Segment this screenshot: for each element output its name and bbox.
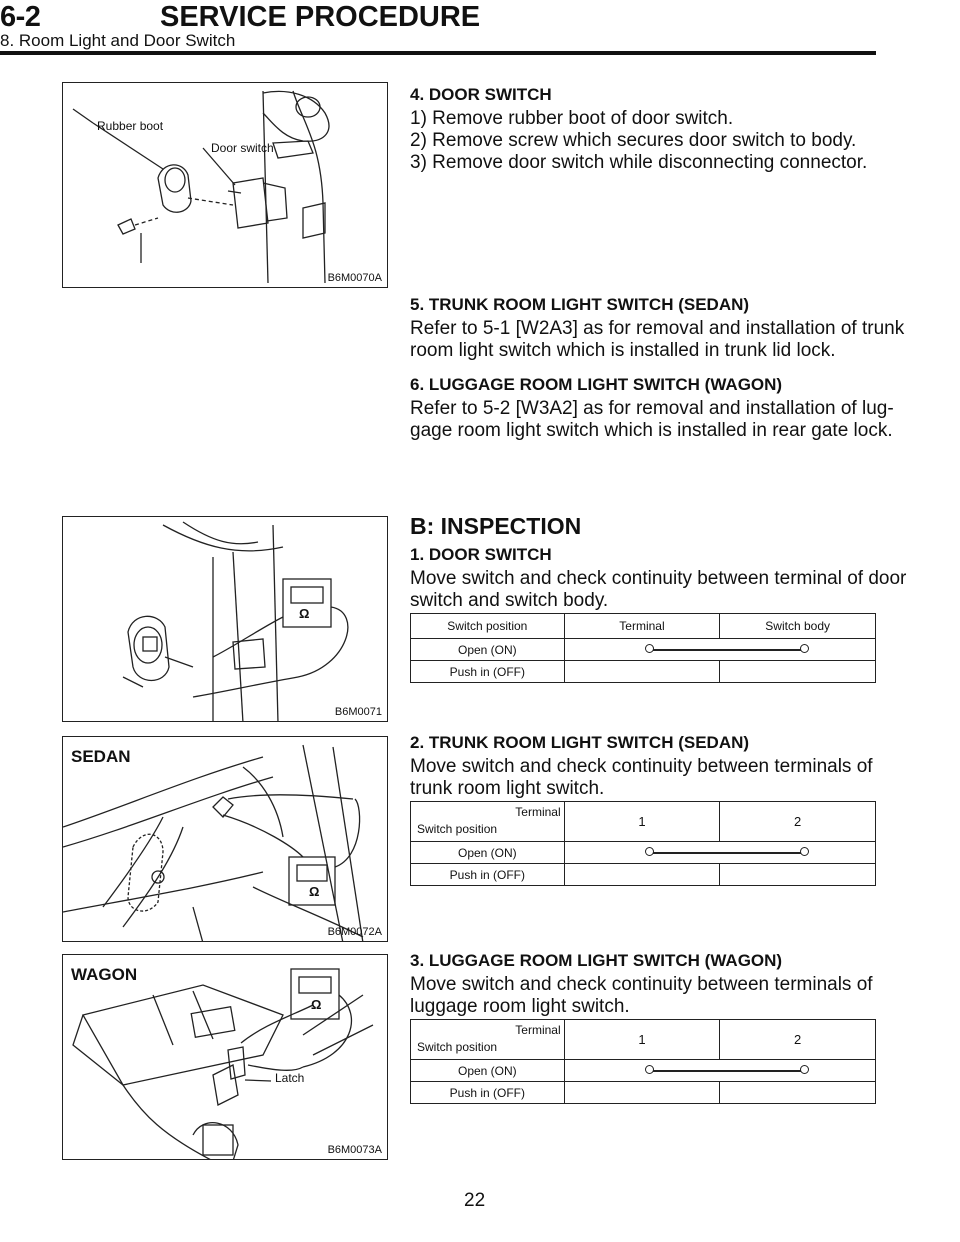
- door-switch-heading: 4. DOOR SWITCH: [410, 85, 552, 104]
- table-header-cell: Switch position: [411, 614, 565, 639]
- table-row: [411, 639, 876, 661]
- trunk-inspection-line: Move switch and check continuity between terminals of: [410, 756, 873, 777]
- luggage-switch-meter-illustration: [63, 955, 388, 1160]
- table-corner-cell: [411, 802, 565, 842]
- table-header-row: [411, 802, 876, 842]
- table-header-cell: 2: [720, 1020, 876, 1060]
- table-row: [411, 842, 876, 864]
- figure-label-door-switch: Door switch: [211, 141, 274, 155]
- corner-label-terminal: Terminal: [515, 1023, 561, 1037]
- door-switch-illustration: [63, 83, 388, 288]
- header-rule: [0, 51, 876, 55]
- table-row: [411, 864, 876, 886]
- ohm-symbol: Ω: [299, 606, 310, 621]
- inspection-heading: B: INSPECTION: [410, 513, 582, 539]
- trunk-switch-continuity-table: [410, 801, 876, 886]
- table-row-label: Push in (OFF): [411, 864, 565, 886]
- luggage-inspection-line: Move switch and check continuity between terminals of: [410, 974, 873, 995]
- door-inspection-line: switch and switch body.: [410, 590, 609, 611]
- table-row-label: Open (ON): [411, 1060, 565, 1082]
- corner-label-switch-position: Switch position: [417, 1040, 498, 1054]
- table-header-cell: 2: [720, 802, 876, 842]
- corner-label-terminal: Terminal: [515, 805, 561, 819]
- trunk-switch-removal-line: room light switch which is installed in trunk lid lock.: [410, 340, 836, 361]
- figure-tag-wagon: WAGON: [71, 965, 138, 984]
- door-inspection-line: Move switch and check continuity between terminal of door: [410, 568, 907, 589]
- continuity-indicator: [564, 639, 875, 661]
- luggage-switch-removal-line: Refer to 5-2 [W3A2] as for removal and installation of lug-: [410, 398, 894, 419]
- table-header-row: [411, 614, 876, 639]
- table-row: [411, 661, 876, 683]
- figure-tag-sedan: SEDAN: [71, 747, 131, 766]
- luggage-switch-continuity-table: [410, 1019, 876, 1104]
- page-number: 22: [464, 1190, 486, 1211]
- figure-label-latch: Latch: [275, 1071, 305, 1085]
- figure-door-switch-inspection: [62, 516, 388, 722]
- corner-label-switch-position: Switch position: [417, 822, 498, 836]
- door-switch-continuity-table: [410, 613, 876, 683]
- figure-luggage-switch-inspection: [62, 954, 388, 1160]
- table-row-label: Push in (OFF): [411, 661, 565, 683]
- section-subtitle: 8. Room Light and Door Switch: [0, 31, 236, 50]
- table-header-row: [411, 1020, 876, 1060]
- continuity-indicator: [564, 842, 875, 864]
- door-switch-step: 3) Remove door switch while disconnecting connector.: [410, 152, 868, 173]
- figure-code: B6M0073A: [327, 1144, 382, 1156]
- trunk-switch-removal-heading: 5. TRUNK ROOM LIGHT SWITCH (SEDAN): [410, 295, 750, 314]
- table-corner-cell: [411, 1020, 565, 1060]
- section-title: SERVICE PROCEDURE: [160, 1, 481, 33]
- figure-code: B6M0070A: [327, 272, 382, 284]
- luggage-switch-removal-heading: 6. LUGGAGE ROOM LIGHT SWITCH (WAGON): [410, 375, 783, 394]
- section-number: 6-2: [0, 1, 41, 33]
- ohm-symbol: Ω: [309, 884, 320, 899]
- trunk-switch-meter-illustration: [63, 737, 388, 942]
- trunk-switch-removal-line: Refer to 5-1 [W2A3] as for removal and installation of trunk: [410, 318, 905, 339]
- ohm-symbol: Ω: [311, 997, 322, 1012]
- figure-code: B6M0072A: [327, 926, 382, 938]
- table-row: [411, 1082, 876, 1104]
- door-switch-meter-illustration: [63, 517, 388, 722]
- table-header-cell: 1: [564, 1020, 720, 1060]
- figure-code: B6M0071: [334, 706, 382, 718]
- trunk-inspection-heading: 2. TRUNK ROOM LIGHT SWITCH (SEDAN): [410, 733, 750, 752]
- table-row: [411, 1060, 876, 1082]
- table-header-cell: Terminal: [564, 614, 720, 639]
- trunk-inspection-line: trunk room light switch.: [410, 778, 605, 799]
- luggage-inspection-heading: 3. LUGGAGE ROOM LIGHT SWITCH (WAGON): [410, 951, 783, 970]
- figure-label-rubber-boot: Rubber boot: [97, 119, 164, 133]
- luggage-switch-removal-line: gage room light switch which is installed in rear gate lock.: [410, 420, 893, 441]
- door-switch-step: 1) Remove rubber boot of door switch.: [410, 108, 734, 129]
- table-header-cell: Switch body: [720, 614, 876, 639]
- figure-trunk-switch-inspection: [62, 736, 388, 942]
- continuity-indicator: [564, 1060, 875, 1082]
- figure-door-switch-removal: [62, 82, 388, 288]
- door-switch-step: 2) Remove screw which secures door switch to body.: [410, 130, 857, 151]
- table-header-cell: 1: [564, 802, 720, 842]
- table-row-label: Push in (OFF): [411, 1082, 565, 1104]
- luggage-inspection-line: luggage room light switch.: [410, 996, 630, 1017]
- table-row-label: Open (ON): [411, 639, 565, 661]
- table-row-label: Open (ON): [411, 842, 565, 864]
- door-inspection-heading: 1. DOOR SWITCH: [410, 545, 552, 564]
